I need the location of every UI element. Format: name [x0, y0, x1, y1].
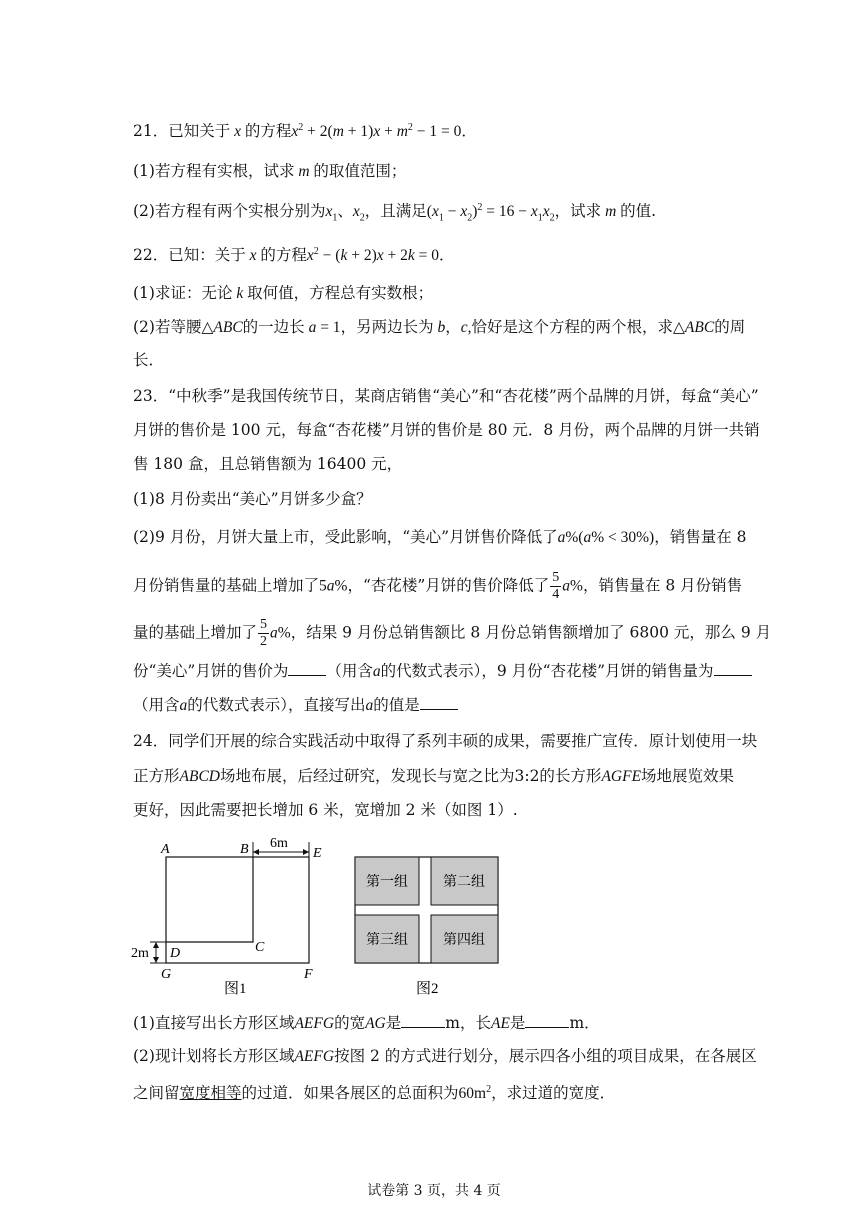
fig2-label-4: 第四组	[443, 933, 485, 948]
q22-part1: (1)求证：无论 k 取何值，方程总有实数根；	[133, 284, 434, 302]
fig1-arrow-up	[153, 942, 159, 948]
fig1-vertex-c: C	[255, 940, 265, 955]
fig1-vertex-g: G	[161, 967, 172, 982]
q23-part2-line1: (2)9 月份，月饼大量上市，受此影响，“美心”月饼售价降低了a%(a% < 30%)，销售量在 8	[133, 528, 747, 546]
q21-part1: (1)若方程有实根，试求 m 的取值范围；	[133, 162, 407, 180]
q23-line1: 23．“中秋季”是我国传统节日，某商店销售“美心”和“杏花楼”两个品牌的月饼，每盒“美心”	[133, 387, 759, 405]
q21-part2: (2)若方程有两个实根分别为$x_1$、$x_2$，且满足$(x_1 - x_2)^2 = 16 - x_1x_2$，试求 m 的值.	[133, 202, 657, 224]
fig2-label-1: 第一组	[366, 875, 408, 890]
q24-line2: 正方形ABCD场地布展，后经过研究，发现长与宽之比为3:2的长方形AGFE场地展览效果	[133, 767, 735, 785]
fig1-square-abcd	[166, 857, 253, 942]
figure-2	[350, 852, 505, 1002]
q24-line1: 24．同学们开展的综合实践活动中取得了系列丰硕的成果，需要推广宣传．原计划使用一块	[133, 732, 758, 750]
fig2-caption: 图2	[416, 981, 439, 997]
q24-part2-line1: (2)现计划将长方形区域AEFG按图 2 的方式进行划分，展示四各小组的项目成果，在各展区	[133, 1047, 757, 1065]
fig1-arrow-down	[153, 957, 159, 963]
q24-blank-width[interactable]	[401, 1013, 445, 1028]
q24-part2-line2: 之间留宽度相等的过道．如果各展区的总面积为$60m^2$，求过道的宽度．	[133, 1084, 616, 1103]
q22-part2: (2)若等腰△ABC的一边长 a = 1，另两边长为 b，c,恰好是这个方程的两个根，求△ABC的周	[133, 318, 746, 336]
q23-line2: 月饼的售价是 100 元，每盒“杏花楼”月饼的售价是 80 元．8 月份，两个品牌的月饼一共销	[133, 421, 760, 439]
q24-part1: (1)直接写出长方形区域AEFG的宽AG是 m，长AE是 m．	[133, 1014, 600, 1032]
fig1-label-2m: 2m	[131, 946, 149, 961]
fig1-vertex-f: F	[304, 967, 313, 982]
q23-part2-line4: 份“美心”月饼的售价为 （用含a的代数式表示），9 月份“杏花楼”月饼的销售量为	[133, 660, 752, 683]
q21-stem: 21．已知关于 x 的方程$x^2 + 2(m + 1)x + m^2 - 1 = 0$．	[133, 122, 477, 141]
fig1-arrow-left	[253, 849, 259, 855]
q23-part2-line2: 月份销售量的基础上增加了5a%，“杏花楼”月饼的售价降低了 $\frac{5}{4}$ a%，销售量在 8 月份销售	[133, 570, 743, 602]
fig1-vertex-b: B	[240, 842, 249, 857]
q23-blank-sales[interactable]	[714, 661, 752, 676]
q23-part1: (1)8 月份卖出“美心”月饼多少盒？	[133, 490, 372, 508]
q23-blank-a[interactable]	[420, 695, 458, 710]
fig1-vertex-a: A	[161, 842, 170, 857]
figure-1	[128, 830, 328, 1000]
fig2-label-2: 第二组	[443, 875, 485, 890]
fig1-arrow-right	[303, 849, 309, 855]
q23-line3: 售 180 盒，且总销售额为 16400 元，	[133, 455, 403, 473]
q22-part2-cont: 长．	[133, 351, 165, 369]
fig1-caption: 图1	[224, 981, 247, 997]
q23-part2-line5: （用含a的代数式表示），直接写出a的值是	[133, 694, 458, 717]
q24-blank-length[interactable]	[525, 1013, 569, 1028]
q23-blank-price[interactable]	[288, 661, 326, 676]
q23-part2-line3: 量的基础上增加了 $\frac{5}{2}$ a%，结果 9 月份总销售额比 8 月份总销售额增加了 6800 元，那么 9 月	[133, 617, 772, 649]
fig2-label-3: 第三组	[366, 933, 408, 948]
fig1-vertex-e: E	[313, 846, 322, 861]
page-footer: 试卷第 3 页，共 4 页	[367, 1183, 501, 1199]
fig1-vertex-d: D	[170, 946, 181, 961]
q22-stem: 22．已知：关于 x 的方程$x^2 - (k + 2)x + 2k = 0$．	[133, 246, 455, 265]
q24-line3: 更好，因此需要把长增加 6 米，宽增加 2 米（如图 1）.	[133, 801, 518, 819]
fig1-label-6m: 6m	[270, 836, 288, 851]
fig1-rect-agfe	[166, 857, 309, 963]
